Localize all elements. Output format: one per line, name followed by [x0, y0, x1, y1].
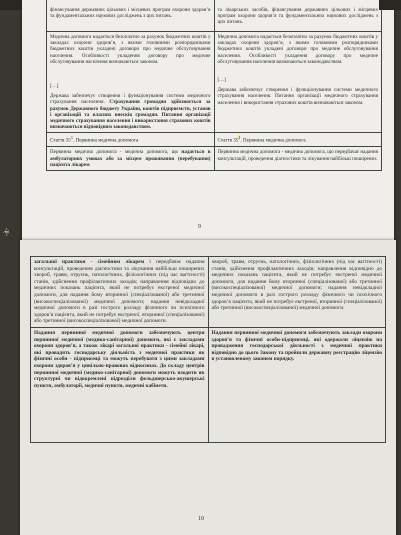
table-cell: [31, 257, 209, 328]
text-plain: Держава забезпечує створення і функціонування системи медичного страхування населення.: [50, 93, 211, 106]
text-plain: і передбачає надання консультацій, проведення діагностики та лікування найбільш поширених хвороб, травм, отруєнь, патологічних, фізіологічних (під час вагітності) станів, здійснення профілактичних заходів; направлення відповідно до медичних показань пацієнта, який не потребує екстреної медичної допомоги, для надання йому вторинної (спеціалізованої) або третинної (високоспеціалізованої) медичної допомоги; надання невідкладної медичної допомоги в разі гострого розладу фізичного чи психічного здоров’я пацієнта, який не потребує екстреної, вторинної (спеціалізованої) або третинної (високоспеціалізованої) медичної допомоги.: [34, 259, 205, 325]
article-sup: 1: [238, 135, 241, 141]
paragraph: Медична допомога надається безоплатно за рахунок бюджетних коштів у закладах охорони здоров’я, з якими головними розпорядниками бюджетних коштів укладені договори про медичне обслуговування населення. Особливості укладення договору про медичне обслуговування населення визначаються законом.: [50, 34, 211, 65]
background-corner: [379, 0, 401, 10]
article-label: Стаття 35: [50, 138, 71, 145]
article-sup: 1: [70, 135, 73, 141]
table-cell: Надання первинної медичної допомоги забезпечують центри первинної медичної (медико-санітарної) допомоги, які є закладами охорони здоров’я, а також лікарі загальної практики - сімейні лікарі, які провадять господарську діяльність з медичної практики як фізичні особи - підприємці та можуть перебувати з цими закладами охорони здоров’я у цивільно-правових відносинах. До складу центрів первинної медичної (медико-санітарної) допомоги можуть входити як структурні чи відокремлені підрозділи фельдшерсько-акушерські пункти, амбулаторії, медичні пункти, медичні кабінети.: [31, 327, 209, 442]
ellipsis: […]: [217, 77, 226, 84]
top-page: [22, 0, 394, 240]
table-cell: [214, 32, 382, 133]
spacer: [50, 69, 211, 83]
article-title: . Первинна медична допомога: [72, 138, 139, 145]
spacer: [218, 69, 379, 77]
article-heading-left: [47, 133, 215, 147]
article-heading-right: [214, 133, 382, 147]
comparison-table-top: [46, 0, 382, 171]
text-plain: Медична допомога надається безоплатно за рахунок бюджетних коштів у закладах охорони здоров’я, з якими головними розпорядниками бюджетних коштів укладені договори про медичне обслуговування населення. Особливості укладення договору про медичне обслуговування населення визначаються законодавством.: [217, 34, 378, 65]
table-row: [31, 257, 386, 328]
table-cell: [47, 32, 215, 133]
paragraph: [218, 34, 379, 65]
table-row: [47, 133, 382, 147]
ellipsis: […]: [50, 83, 59, 90]
text-plain: Первинна медична допомога - медична допомога, що: [50, 149, 179, 156]
text-bold: надається в амбулаторних умовах або за місцем проживання (перебування) пацієнта лікарем: [50, 149, 211, 168]
table-cell: фінансування державних цільових і місцевих програм охорони здоров’я та фундаментальних наукових досліджень з цих питань.: [47, 0, 215, 32]
page-number: 9: [198, 224, 201, 230]
comparison-table-bottom: [30, 256, 386, 443]
bottom-page: [20, 240, 396, 535]
text-bold: загальної практики - сімейним лікарем: [34, 259, 145, 265]
paragraph: [50, 93, 211, 130]
table-row: [47, 147, 382, 171]
paragraph: Держава забезпечує створення і функціонування системи медичного страхування населення. Питання організації медичного страхування населення і використання страхових коштів визначаються законом.: [217, 87, 378, 106]
text-bold: Страхування громадян здійснюється за рахунок Державного бюджету України, коштів підприємств, установ і організацій та власних внесків громадян. Питання організації медичного страхування населення і використання страхових коштів визначаються відповідним законодавством.: [50, 99, 211, 131]
table-cell: Первинна медична допомога - медична допомога, що передбачає надання консультацій, проведення діагностики та лікування найбільш поширених: [214, 147, 382, 171]
table-row: [31, 327, 386, 442]
table-row: [47, 32, 382, 133]
table-cell: Надання первинної медичної допомоги забезпечують заклади охорони здоров’я та фізичні особи-підприємці, які одержали ліцензію на провадження господарської діяльності з медичної практики відповідно до цього Закону та пройшли державну реєстрацію ліцензію в установленому законом порядку.: [208, 327, 386, 442]
table-cell: та лікарських засобів, фінансування державних цільових і місцевих програм охорони здоров’я та фундаментальних наукових досліджень з цих питань.: [214, 0, 382, 32]
article-title: . Первинна медична допомога: [240, 138, 306, 145]
table-cell: хвороб, травм, отруєнь, патологічних, фізіологічних (під час вагітності) станів, здійснення профілактичних заходів; направлення відповідно до медичних показань пацієнта, який не потребує екстреної медичної допомоги, для надання йому вторинної (спеціалізованої) або третинної (високоспеціалізованої) медичної допомоги; надання невідкладної медичної допомоги в разі гострого розладу фізичного чи психічного здоров’я пацієнта, який не потребує екстреної, вторинної (спеціалізованої) або третинної (високоспеціалізованої) медичної допомоги.: [208, 257, 386, 328]
background-corner: [0, 0, 22, 10]
table-cell: [47, 147, 215, 171]
side-code: -it-: [4, 227, 11, 236]
page-number: 10: [198, 516, 204, 522]
table-row: [47, 0, 382, 32]
article-label: Стаття 35: [217, 138, 239, 145]
